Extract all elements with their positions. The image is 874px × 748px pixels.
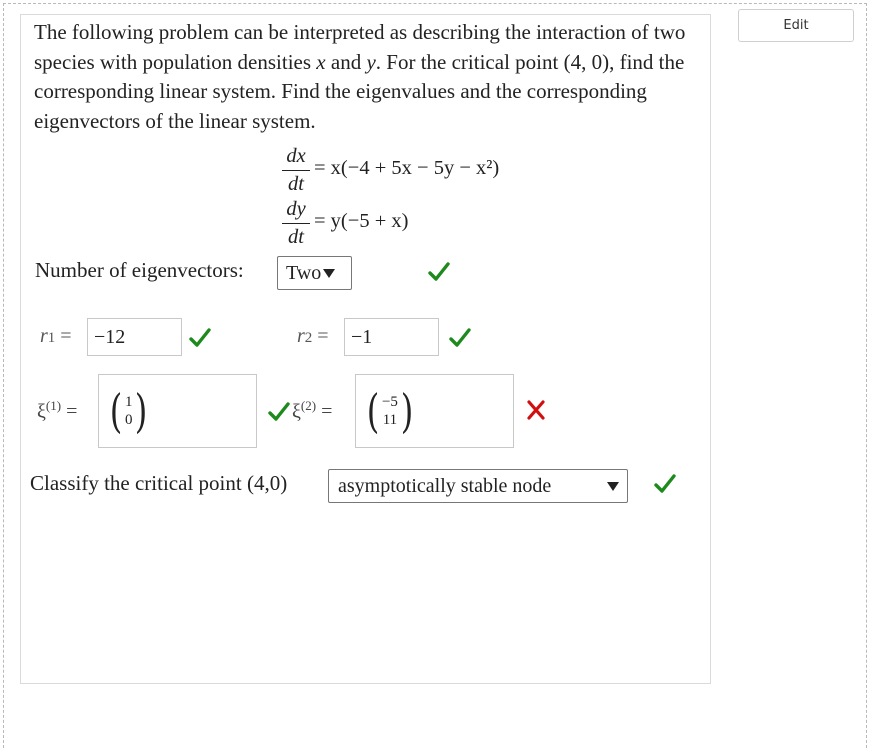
problem-text-part1: The following problem can be interpreted as describing the interaction of two species with population densities	[34, 20, 686, 74]
edit-button[interactable]: Edit	[738, 9, 854, 42]
r2-label: r2 =	[297, 325, 329, 347]
xi1-input[interactable]	[98, 374, 257, 448]
correct-check-icon	[449, 327, 471, 349]
classify-select[interactable]	[328, 469, 628, 503]
xi1-bottom: 0	[124, 412, 133, 428]
dy-numerator: dy	[286, 198, 306, 220]
problem-text-part2: . For the critical point	[375, 49, 564, 74]
eigenvectors-count-label: Number of eigenvectors:	[35, 258, 244, 282]
problem-text-part3: , find the corresponding linear system. Find the eigenvalues and the corresponding eigenvectors of the linear system.	[34, 49, 685, 133]
derivative-dy-dt	[282, 199, 310, 247]
xi2-top: −5	[381, 394, 398, 410]
classify-label: Classify the critical point (4,0)	[30, 471, 288, 495]
left-paren: (	[366, 384, 380, 438]
critical-point: (4, 0)	[563, 49, 610, 74]
correct-check-icon	[654, 473, 676, 495]
dropdown-caret-icon	[323, 269, 335, 278]
right-paren: )	[135, 384, 148, 438]
r1-label: r1 =	[40, 325, 72, 347]
fraction-bar	[282, 170, 310, 171]
xi1-top: 1	[124, 394, 133, 410]
fraction-bar	[282, 223, 310, 224]
xi2-input[interactable]	[355, 374, 514, 448]
var-y: y	[366, 49, 376, 74]
dy-rhs: = y(−5 + x)	[314, 210, 409, 232]
xi2-label: $\xi^{(2)}$ =	[292, 398, 333, 423]
derivative-dx-dt	[282, 146, 310, 194]
xi1-label: $\xi^{(1)}$ =	[37, 398, 78, 423]
var-x: x	[316, 49, 326, 74]
xi2-vector	[364, 384, 416, 438]
dropdown-caret-icon	[607, 482, 619, 491]
dx-denominator: dt	[288, 173, 304, 195]
right-paren: )	[400, 384, 414, 438]
r1-input[interactable]	[87, 318, 182, 356]
correct-check-icon	[268, 401, 290, 423]
problem-statement	[34, 18, 699, 136]
left-paren: (	[109, 384, 123, 438]
problem-text-and: and	[325, 49, 367, 74]
correct-check-icon	[189, 327, 211, 349]
incorrect-cross-icon	[526, 399, 546, 421]
r2-input[interactable]	[344, 318, 439, 356]
dx-rhs: = x(−4 + 5x − 5y − x²)	[314, 157, 500, 179]
xi2-bottom: 11	[382, 412, 398, 428]
r2-value: −1	[351, 325, 373, 348]
r1-value: −12	[94, 325, 126, 348]
dx-numerator: dx	[286, 145, 306, 167]
dy-denominator: dt	[288, 226, 304, 248]
eigenvectors-count-select[interactable]	[277, 256, 352, 290]
correct-check-icon	[428, 261, 450, 283]
eigenvectors-count-value: Two	[286, 261, 322, 284]
classify-value: asymptotically stable node	[338, 474, 552, 497]
xi1-vector	[107, 384, 150, 438]
